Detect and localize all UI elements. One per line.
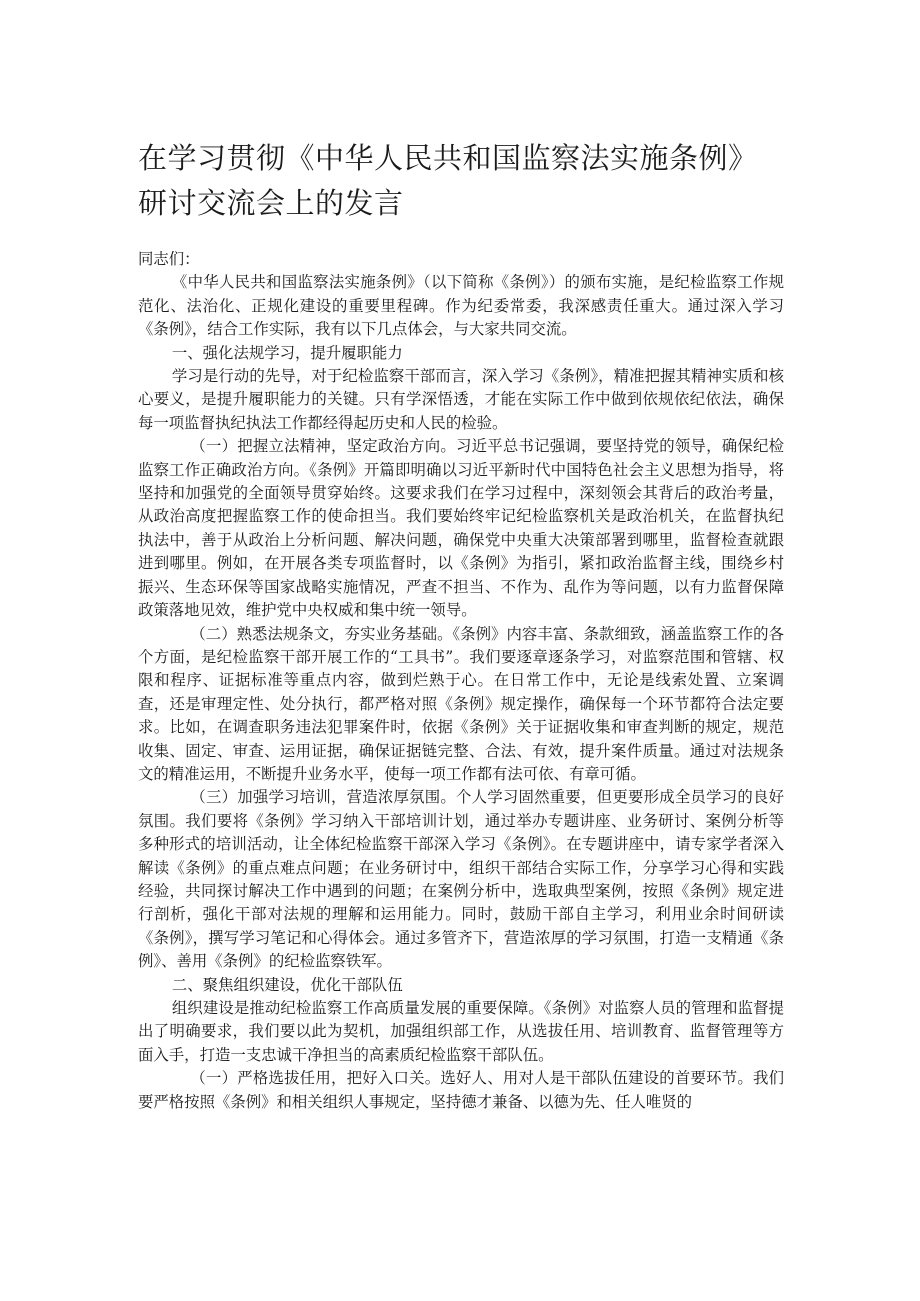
section-2-heading: 二、聚焦组织建设，优化干部队伍 <box>171 975 403 994</box>
section-1-point-2: （二）熟悉法规条文，夯实业务基础。《条例》内容丰富、条款细致，涵盖监察工作的各个方面，是纪检监察干部开展工作的“工具书”。我们要逐章逐条学习，对监察范围和管辖、权限和程序、证据标准等重点内容，做到烂熟于心。在日常工作中，无论是线索处置、立案调查，还是审理定性、处分执行，都严格对照《条例》规定操作，确保每一个环节都符合法定要求。比如，在调查职务违法犯罪案件时，依据《条例》关于证据收集和审查判断的规定，规范收集、固定、审查、运用证据，确保证据链完整、合法、有效，提升案件质量。通过对法规条文的精准运用，不断提升业务水平，使每一项工作都有法可依、有章可循。 <box>138 624 784 783</box>
section-1-point-3: （三）加强学习培训，营造浓厚氛围。个人学习固然重要，但更要形成全员学习的良好氛围。我们要将《条例》学习纳入干部培训计划，通过举办专题讲座、业务研讨、案例分析等多种形式的培训活动，让全体纪检监察干部深入学习《条例》。在专题讲座中，请专家学者深入解读《条例》的重点难点问题；在业务研讨中，组织干部结合实际工作，分享学习心得和实践经验，共同探讨解决工作中遇到的问题；在案例分析中，选取典型案例，按照《条例》规定进行剖析，强化干部对法规的理解和运用能力。同时，鼓励干部自主学习，利用业余时间研读《条例》，撰写学习笔记和心得体会。通过多管齐下，营造浓厚的学习氛围，打造一支精通《条例》、善用《条例》的纪检监察铁军。 <box>138 788 784 971</box>
document-page <box>138 136 784 1114</box>
section-1-heading: 一、强化法规学习，提升履职能力 <box>171 343 403 362</box>
section-1-point-1: （一）把握立法精神，坚定政治方向。习近平总书记强调，要坚持党的领导，确保纪检监察工作正确政治方向。《条例》开篇即明确以习近平新时代中国特色社会主义思想为指导，将坚持和加强党的全面领导贯穿始终。这要求我们在学习过程中，深刻领会其背后的政治考量，从政治高度把握监察工作的使命担当。我们要始终牢记纪检监察机关是政治机关，在监督执纪执法中，善于从政治上分析问题、解决问题，确保党中央重大决策部署到哪里，监督检查就跟进到哪里。例如，在开展各类专项监督时，以《条例》为指引，紧扣政治监督主线，围绕乡村振兴、生态环保等国家战略实施情况，严查不担当、不作为、乱作为等问题，以有力监督保障政策落地见效，维护党中央权威和集中统一领导。 <box>138 437 784 620</box>
salutation: 同志们： <box>138 250 200 268</box>
intro-paragraph: 《中华人民共和国监察法实施条例》（以下简称《条例》）的颁布实施，是纪检监察工作规范化、法治化、正规化建设的重要里程碑。作为纪委常委，我深感责任重大。通过深入学习《条例》，结合工作实际，我有以下几点体会，与大家共同交流。 <box>138 273 784 339</box>
section-1-intro: 学习是行动的先导，对于纪检监察干部而言，深入学习《条例》，精准把握其精神实质和核心要义，是提升履职能力的关键。只有学深悟透，才能在实际工作中做到依规依纪依法，确保每一项监督执纪执法工作都经得起历史和人民的检验。 <box>138 367 784 432</box>
document-body <box>138 248 784 1114</box>
section-2-point-1: （一）严格选拔任用，把好入口关。选好人、用对人是干部队伍建设的首要环节。我们要严格按照《条例》和相关组织人事规定，坚持德才兼备、以德为先、任人唯贤的 <box>138 1069 784 1111</box>
section-2-intro: 组织建设是推动纪检监察工作高质量发展的重要保障。《条例》对监察人员的管理和监督提出了明确要求，我们要以此为契机，加强组织部工作，从选拔任用、培训教育、监督管理等方面入手，打造一支忠诚干净担当的高素质纪检监察干部队伍。 <box>138 999 784 1064</box>
document-title: 在学习贯彻《中华人民共和国监察法实施条例》研讨交流会上的发言 <box>138 141 758 220</box>
